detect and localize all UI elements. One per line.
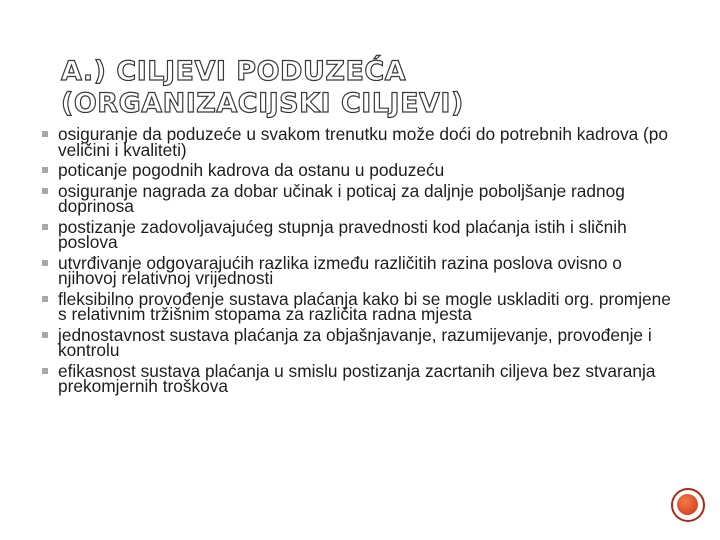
bullet-list	[42, 124, 684, 400]
bullet-text: jednostavnost sustava plaćanja za objašnjavanje, razumijevanje, provođenje i kontrolu	[58, 324, 652, 360]
bullet-text: postizanje zadovoljavajućeg stupnja pravednosti kod plaćanja istih i sličnih poslova	[58, 216, 627, 252]
list-item	[42, 324, 684, 360]
list-item	[42, 288, 684, 324]
bullet-text: utvrđivanje odgovarajućih razlika između različitih razina poslova ovisno o njihovoj relativnoj vrijednosti	[58, 252, 622, 288]
bullet-text: efikasnost sustava plaćanja u smislu postizanja zacrtanih ciljeva bez stvaranja prekomjernih troškova	[58, 360, 656, 396]
square-bullet-icon	[42, 167, 48, 173]
square-bullet-icon	[42, 260, 48, 266]
square-bullet-icon	[42, 332, 48, 338]
list-item	[42, 360, 684, 396]
slide-title: A.) CILJEVI PODUZEĆA (ORGANIZACIJSKI CILJEVI)	[61, 56, 464, 119]
list-item	[42, 180, 684, 216]
list-item	[42, 252, 684, 288]
slide-corner-badge-icon	[671, 488, 705, 522]
square-bullet-icon	[42, 224, 48, 230]
list-item	[42, 216, 684, 252]
bullet-text: osiguranje da poduzeće u svakom trenutku može doći do potrebnih kadrova (po veličini i kvaliteti)	[58, 124, 669, 160]
square-bullet-icon	[42, 296, 48, 302]
bullet-text: osiguranje nagrada za dobar učinak i poticaj za daljnje poboljšanje radnog doprinosa	[58, 180, 625, 216]
orange-circle-icon	[677, 494, 698, 515]
bullet-text: poticanje pogodnih kadrova da ostanu u poduzeću	[58, 160, 445, 180]
bullet-text: fleksibilno provođenje sustava plaćanja kako bi se mogle uskladiti org. promjene s relativnim tržišnim stopama za različita radna mjesta	[58, 288, 671, 324]
square-bullet-icon	[42, 188, 48, 194]
list-item	[42, 124, 684, 160]
list-item	[42, 160, 684, 180]
square-bullet-icon	[42, 368, 48, 374]
square-bullet-icon	[42, 131, 48, 137]
